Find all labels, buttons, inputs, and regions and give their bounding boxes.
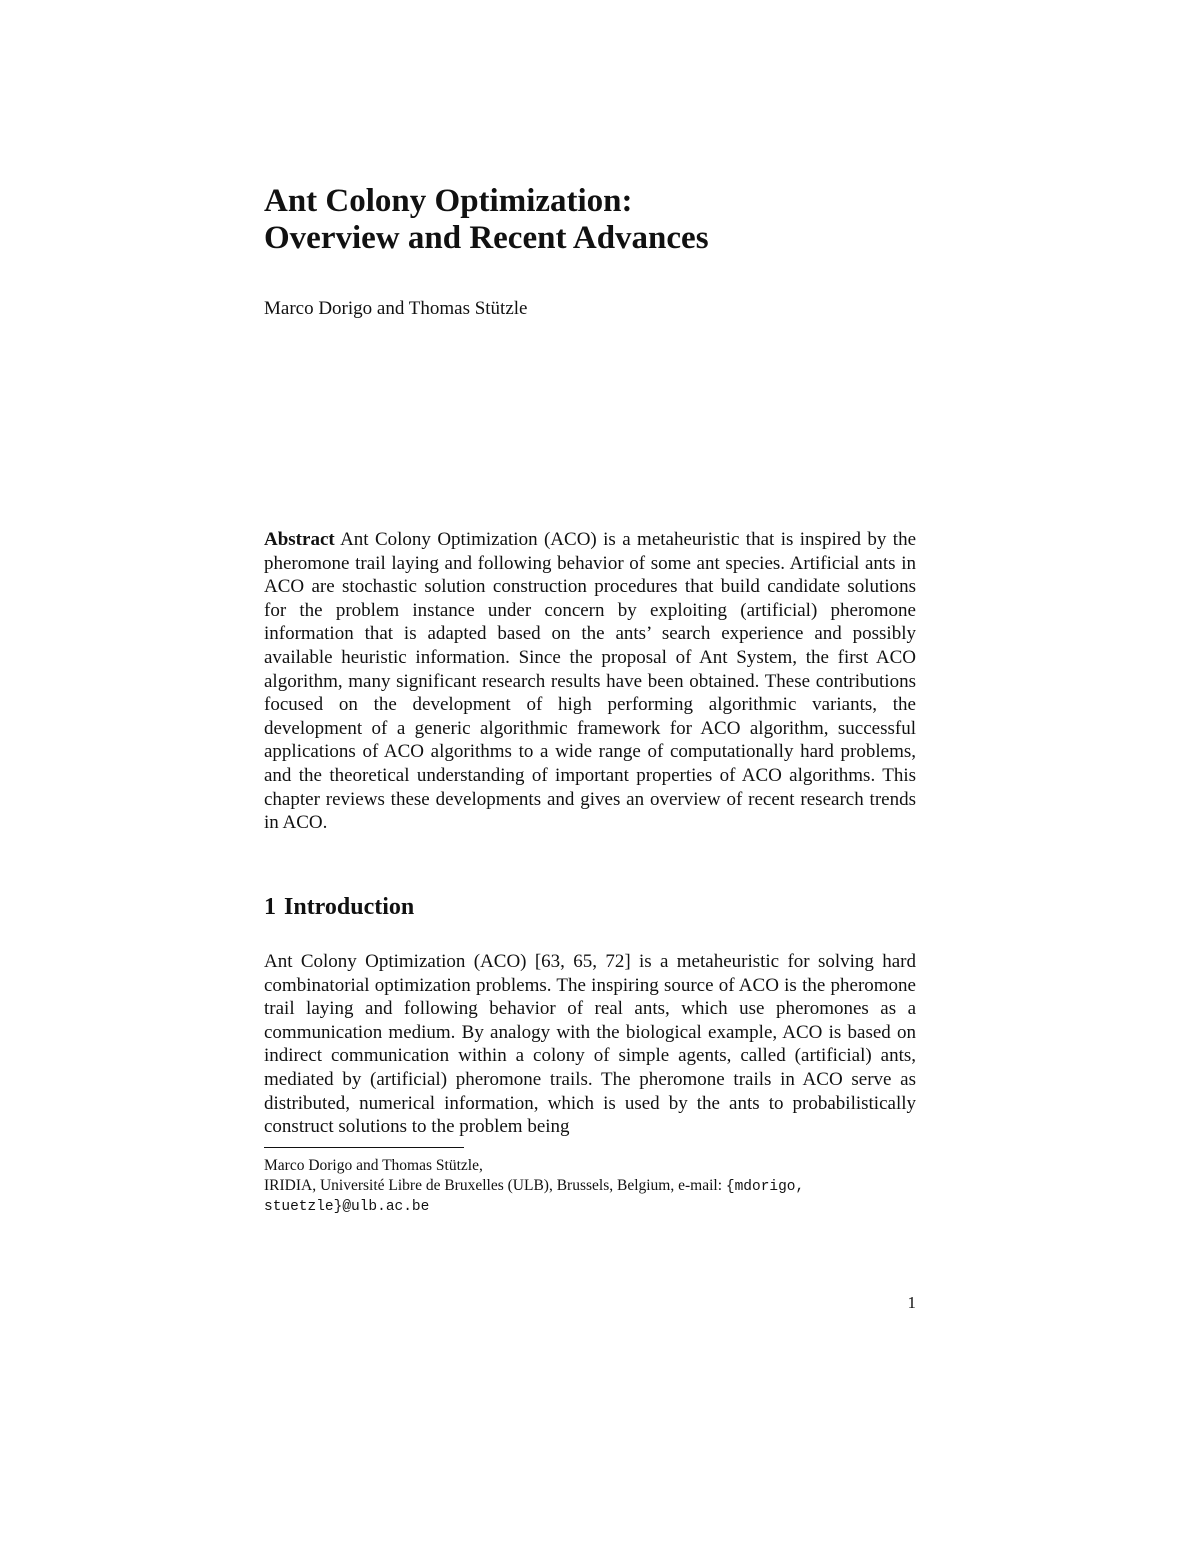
- footnote-affiliation: [264, 1176, 916, 1197]
- footnote-email-part-1: {mdorigo,: [725, 1179, 805, 1195]
- title-line-2: Overview and Recent Advances: [264, 220, 709, 256]
- abstract: [264, 528, 916, 835]
- author-list: Marco Dorigo and Thomas Stützle: [264, 298, 528, 319]
- footnote-affiliation-text: IRIDIA, Université Libre de Bruxelles (ULB), Brussels, Belgium, e-mail:: [264, 1177, 726, 1194]
- introduction-text: Ant Colony Optimization (ACO) [63, 65, 72] is a metaheuristic for solving hard combinatorial optimization problems. The inspiring source of ACO is the pheromone trail laying and following behavior of real ants, which use pheromones as a communication medium. By analogy with the biological example, ACO is based on indirect communication within a colony of simple agents, called (artificial) ants, mediated by (artificial) pheromone trails. The pheromone trails in ACO serve as distributed, numerical information, which is used by the ants to probabilistically construct solutions to the problem being: [264, 951, 916, 1138]
- footnote-divider: [264, 1147, 464, 1148]
- abstract-text: Ant Colony Optimization (ACO) is a metaheuristic that is inspired by the pheromone trail laying and following behavior of some ant species. Artificial ants in ACO are stochastic solution construction procedures that build candidate solutions for the problem instance under concern by exploiting (artificial) pheromone information that is adapted based on the ants’ search experience and possibly available heuristic information. Since the proposal of Ant System, the first ACO algorithm, many significant research results have been obtained. These contributions focused on the development of high performing algorithmic variants, the development of a generic algorithmic framework for ACO algorithm, successful applications of ACO algorithms to a wide range of computationally hard problems, and the theoretical understanding of important properties of ACO algorithms. This chapter reviews these developments and gives an overview of recent research trends in ACO.: [264, 529, 916, 834]
- section-number: 1: [264, 894, 276, 920]
- footnote-email-part-2: stuetzle}@ulb.ac.be: [264, 1199, 430, 1215]
- page-number: 1: [907, 1293, 916, 1312]
- footnote-authors: Marco Dorigo and Thomas Stützle,: [264, 1157, 483, 1174]
- abstract-label: Abstract: [264, 529, 335, 550]
- section-heading: [264, 892, 414, 922]
- section-title: Introduction: [284, 894, 415, 920]
- paper-title: [264, 183, 916, 257]
- footnote: [264, 1156, 916, 1217]
- title-line-1: Ant Colony Optimization:: [264, 183, 633, 219]
